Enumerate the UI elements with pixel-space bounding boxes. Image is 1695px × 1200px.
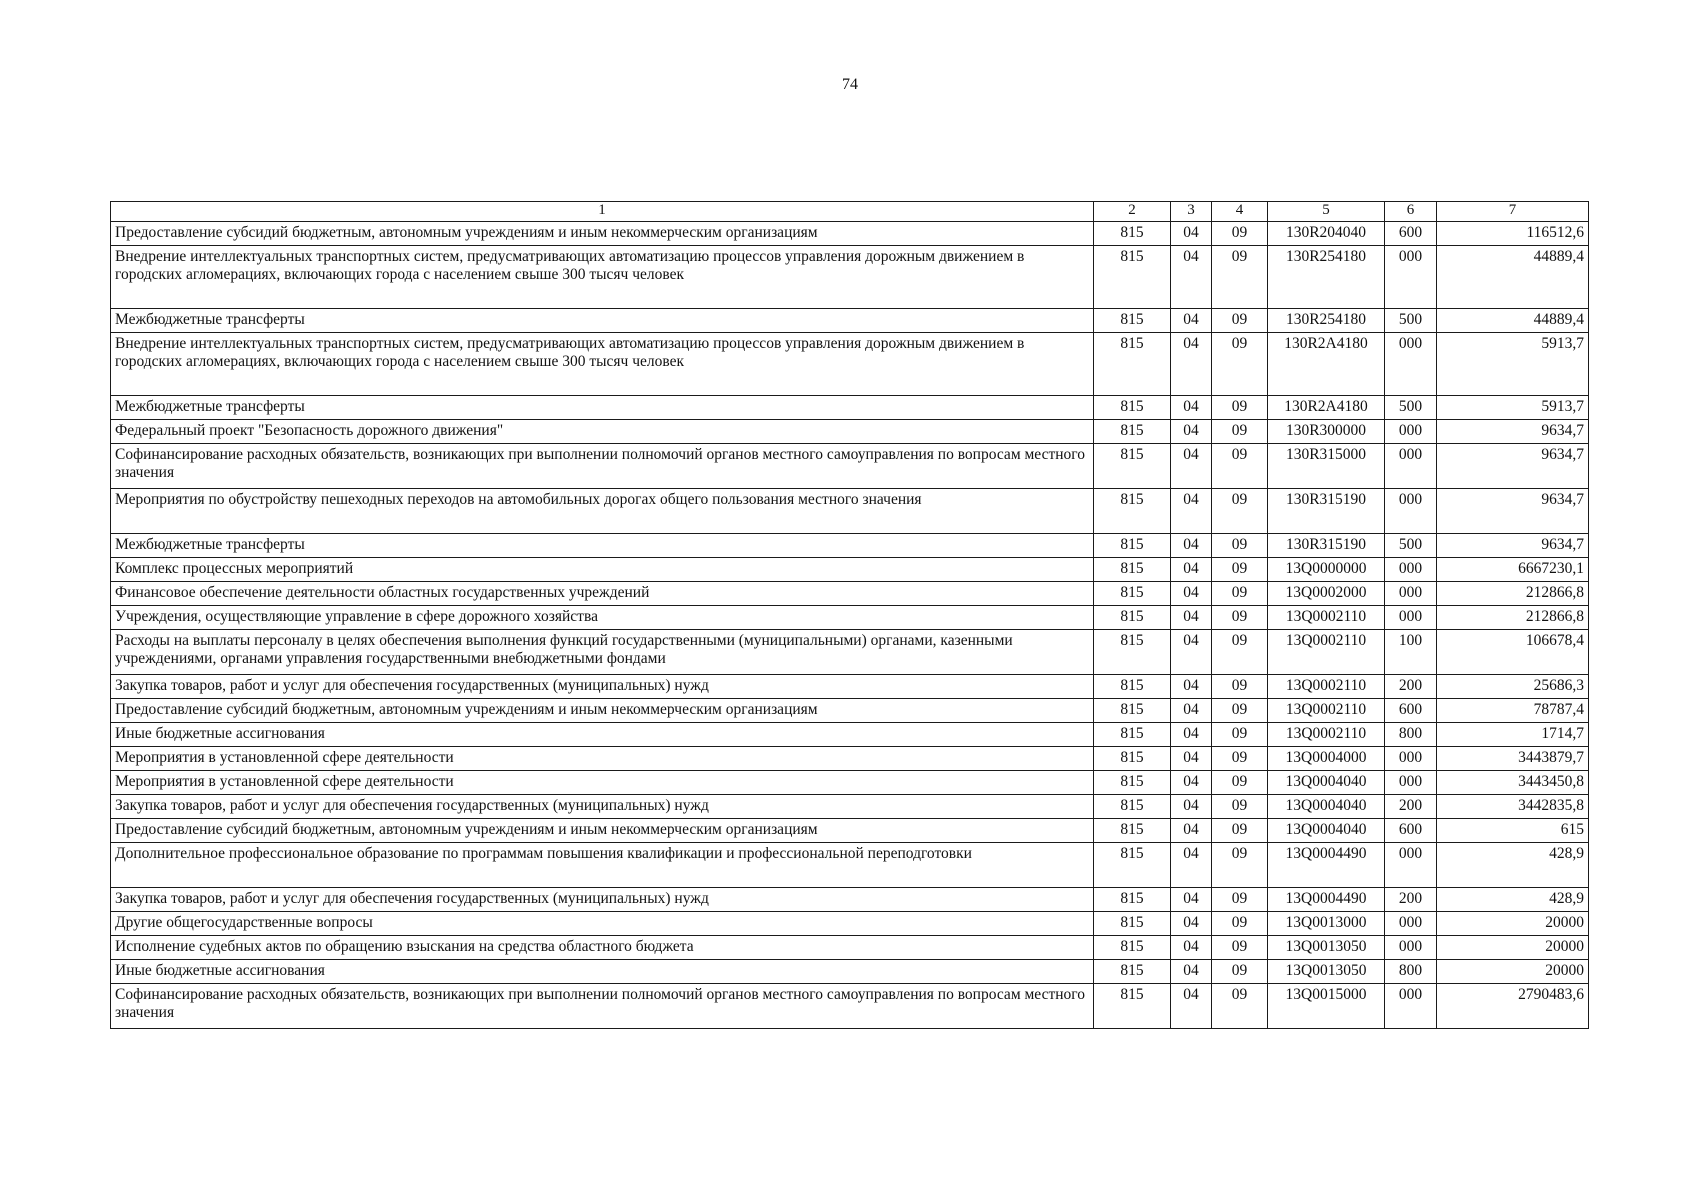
table-row — [111, 795, 1589, 819]
target-article-cell: 13Q0013000 — [1268, 912, 1385, 936]
header-cell-3: 3 — [1171, 202, 1212, 222]
table-row — [111, 222, 1589, 246]
admin-code-cell: 815 — [1094, 747, 1171, 771]
section-code-cell: 04 — [1171, 558, 1212, 582]
subsection-code-cell: 09 — [1212, 795, 1268, 819]
expense-type-cell: 800 — [1385, 723, 1437, 747]
subsection-code-cell: 09 — [1212, 582, 1268, 606]
subsection-code-cell: 09 — [1212, 747, 1268, 771]
table-row — [111, 309, 1589, 333]
amount-cell: 116512,6 — [1437, 222, 1589, 246]
row-description: Внедрение интеллектуальных транспортных систем, предусматривающих автоматизацию процессов управления дорожным движением в городских агломерациях, включающих города с населением свыше 300 тысяч человек — [111, 333, 1094, 396]
row-description: Другие общегосударственные вопросы — [111, 912, 1094, 936]
table-row — [111, 984, 1589, 1029]
amount-cell: 2790483,6 — [1437, 984, 1589, 1029]
row-description: Мероприятия в установленной сфере деятельности — [111, 747, 1094, 771]
row-description: Софинансирование расходных обязательств, возникающих при выполнении полномочий органов местного самоуправления по вопросам местного значения — [111, 444, 1094, 489]
row-description: Предоставление субсидий бюджетным, автономным учреждениям и иным некоммерческим организациям — [111, 699, 1094, 723]
subsection-code-cell: 09 — [1212, 489, 1268, 534]
header-cell-5: 5 — [1268, 202, 1385, 222]
amount-cell: 428,9 — [1437, 843, 1589, 888]
section-code-cell: 04 — [1171, 795, 1212, 819]
row-description: Предоставление субсидий бюджетным, автономным учреждениям и иным некоммерческим организациям — [111, 819, 1094, 843]
budget-table — [110, 201, 1589, 1029]
target-article-cell: 130R2A4180 — [1268, 396, 1385, 420]
subsection-code-cell: 09 — [1212, 606, 1268, 630]
admin-code-cell: 815 — [1094, 960, 1171, 984]
amount-cell: 9634,7 — [1437, 489, 1589, 534]
admin-code-cell: 815 — [1094, 819, 1171, 843]
table-row — [111, 444, 1589, 489]
section-code-cell: 04 — [1171, 534, 1212, 558]
row-description: Софинансирование расходных обязательств, возникающих при выполнении полномочий органов местного самоуправления по вопросам местного значения — [111, 984, 1094, 1029]
table-row — [111, 396, 1589, 420]
table-row — [111, 888, 1589, 912]
header-cell-7: 7 — [1437, 202, 1589, 222]
target-article-cell: 130R2A4180 — [1268, 333, 1385, 396]
header-cell-4: 4 — [1212, 202, 1268, 222]
amount-cell: 212866,8 — [1437, 582, 1589, 606]
subsection-code-cell: 09 — [1212, 984, 1268, 1029]
amount-cell: 20000 — [1437, 960, 1589, 984]
row-description: Исполнение судебных актов по обращению взыскания на средства областного бюджета — [111, 936, 1094, 960]
amount-cell: 9634,7 — [1437, 420, 1589, 444]
expense-type-cell: 500 — [1385, 309, 1437, 333]
target-article-cell: 13Q0004040 — [1268, 819, 1385, 843]
subsection-code-cell: 09 — [1212, 912, 1268, 936]
expense-type-cell: 000 — [1385, 843, 1437, 888]
amount-cell: 5913,7 — [1437, 333, 1589, 396]
expense-type-cell: 000 — [1385, 771, 1437, 795]
expense-type-cell: 000 — [1385, 420, 1437, 444]
section-code-cell: 04 — [1171, 309, 1212, 333]
header-cell-1: 1 — [111, 202, 1094, 222]
expense-type-cell: 600 — [1385, 699, 1437, 723]
table-row — [111, 246, 1589, 309]
admin-code-cell: 815 — [1094, 222, 1171, 246]
subsection-code-cell: 09 — [1212, 630, 1268, 675]
section-code-cell: 04 — [1171, 960, 1212, 984]
row-description: Мероприятия в установленной сфере деятельности — [111, 771, 1094, 795]
expense-type-cell: 000 — [1385, 489, 1437, 534]
section-code-cell: 04 — [1171, 333, 1212, 396]
subsection-code-cell: 09 — [1212, 309, 1268, 333]
subsection-code-cell: 09 — [1212, 333, 1268, 396]
row-description: Закупка товаров, работ и услуг для обеспечения государственных (муниципальных) нужд — [111, 795, 1094, 819]
table-row — [111, 675, 1589, 699]
header-cell-6: 6 — [1385, 202, 1437, 222]
section-code-cell: 04 — [1171, 582, 1212, 606]
target-article-cell: 130R204040 — [1268, 222, 1385, 246]
row-description: Межбюджетные трансферты — [111, 534, 1094, 558]
admin-code-cell: 815 — [1094, 888, 1171, 912]
target-article-cell: 13Q0004040 — [1268, 795, 1385, 819]
admin-code-cell: 815 — [1094, 795, 1171, 819]
expense-type-cell: 000 — [1385, 246, 1437, 309]
expense-type-cell: 800 — [1385, 960, 1437, 984]
expense-type-cell: 600 — [1385, 819, 1437, 843]
target-article-cell: 130R300000 — [1268, 420, 1385, 444]
target-article-cell: 13Q0002110 — [1268, 699, 1385, 723]
section-code-cell: 04 — [1171, 912, 1212, 936]
section-code-cell: 04 — [1171, 489, 1212, 534]
section-code-cell: 04 — [1171, 444, 1212, 489]
row-description: Расходы на выплаты персоналу в целях обеспечения выполнения функций государственными (муниципальными) органами, казенными учреждениями, органами управления государственными внебюджетными фондами — [111, 630, 1094, 675]
row-description: Иные бюджетные ассигнования — [111, 723, 1094, 747]
target-article-cell: 130R315000 — [1268, 444, 1385, 489]
amount-cell: 78787,4 — [1437, 699, 1589, 723]
admin-code-cell: 815 — [1094, 912, 1171, 936]
section-code-cell: 04 — [1171, 420, 1212, 444]
target-article-cell: 130R315190 — [1268, 534, 1385, 558]
table-row — [111, 558, 1589, 582]
admin-code-cell: 815 — [1094, 771, 1171, 795]
section-code-cell: 04 — [1171, 396, 1212, 420]
target-article-cell: 130R254180 — [1268, 309, 1385, 333]
admin-code-cell: 815 — [1094, 843, 1171, 888]
row-description: Учреждения, осуществляющие управление в сфере дорожного хозяйства — [111, 606, 1094, 630]
target-article-cell: 13Q0002110 — [1268, 630, 1385, 675]
section-code-cell: 04 — [1171, 723, 1212, 747]
expense-type-cell: 000 — [1385, 912, 1437, 936]
subsection-code-cell: 09 — [1212, 888, 1268, 912]
expense-type-cell: 200 — [1385, 888, 1437, 912]
section-code-cell: 04 — [1171, 936, 1212, 960]
amount-cell: 20000 — [1437, 936, 1589, 960]
row-description: Иные бюджетные ассигнования — [111, 960, 1094, 984]
expense-type-cell: 000 — [1385, 984, 1437, 1029]
table-row — [111, 534, 1589, 558]
subsection-code-cell: 09 — [1212, 420, 1268, 444]
row-description: Комплекс процессных мероприятий — [111, 558, 1094, 582]
table-row — [111, 960, 1589, 984]
target-article-cell: 13Q0002110 — [1268, 675, 1385, 699]
table-row — [111, 489, 1589, 534]
admin-code-cell: 815 — [1094, 723, 1171, 747]
table-row — [111, 699, 1589, 723]
subsection-code-cell: 09 — [1212, 534, 1268, 558]
admin-code-cell: 815 — [1094, 489, 1171, 534]
table-row — [111, 606, 1589, 630]
admin-code-cell: 815 — [1094, 630, 1171, 675]
table-row — [111, 420, 1589, 444]
amount-cell: 615 — [1437, 819, 1589, 843]
target-article-cell: 13Q0004040 — [1268, 771, 1385, 795]
target-article-cell: 13Q0013050 — [1268, 960, 1385, 984]
target-article-cell: 13Q0013050 — [1268, 936, 1385, 960]
table-row — [111, 912, 1589, 936]
section-code-cell: 04 — [1171, 222, 1212, 246]
admin-code-cell: 815 — [1094, 675, 1171, 699]
header-row — [111, 202, 1589, 222]
expense-type-cell: 500 — [1385, 534, 1437, 558]
admin-code-cell: 815 — [1094, 606, 1171, 630]
amount-cell: 3443879,7 — [1437, 747, 1589, 771]
amount-cell: 5913,7 — [1437, 396, 1589, 420]
amount-cell: 44889,4 — [1437, 309, 1589, 333]
admin-code-cell: 815 — [1094, 333, 1171, 396]
amount-cell: 3443450,8 — [1437, 771, 1589, 795]
row-description: Мероприятия по обустройству пешеходных переходов на автомобильных дорогах общего пользования местного значения — [111, 489, 1094, 534]
admin-code-cell: 815 — [1094, 444, 1171, 489]
section-code-cell: 04 — [1171, 630, 1212, 675]
row-description: Внедрение интеллектуальных транспортных систем, предусматривающих автоматизацию процессов управления дорожным движением в городских агломерациях, включающих города с населением свыше 300 тысяч человек — [111, 246, 1094, 309]
expense-type-cell: 100 — [1385, 630, 1437, 675]
expense-type-cell: 000 — [1385, 558, 1437, 582]
expense-type-cell: 600 — [1385, 222, 1437, 246]
table-row — [111, 819, 1589, 843]
amount-cell: 428,9 — [1437, 888, 1589, 912]
target-article-cell: 130R315190 — [1268, 489, 1385, 534]
table-row — [111, 582, 1589, 606]
header-cell-2: 2 — [1094, 202, 1171, 222]
section-code-cell: 04 — [1171, 747, 1212, 771]
target-article-cell: 13Q0004000 — [1268, 747, 1385, 771]
row-description: Межбюджетные трансферты — [111, 396, 1094, 420]
amount-cell: 1714,7 — [1437, 723, 1589, 747]
expense-type-cell: 000 — [1385, 582, 1437, 606]
target-article-cell: 13Q0002000 — [1268, 582, 1385, 606]
amount-cell: 44889,4 — [1437, 246, 1589, 309]
row-description: Предоставление субсидий бюджетным, автономным учреждениям и иным некоммерческим организациям — [111, 222, 1094, 246]
row-description: Дополнительное профессиональное образование по программам повышения квалификации и профессиональной переподготовки — [111, 843, 1094, 888]
row-description: Финансовое обеспечение деятельности областных государственных учреждений — [111, 582, 1094, 606]
expense-type-cell: 000 — [1385, 444, 1437, 489]
row-description: Межбюджетные трансферты — [111, 309, 1094, 333]
page-number: 74 — [842, 76, 858, 93]
target-article-cell: 13Q0015000 — [1268, 984, 1385, 1029]
amount-cell: 3442835,8 — [1437, 795, 1589, 819]
target-article-cell: 13Q0000000 — [1268, 558, 1385, 582]
target-article-cell: 13Q0004490 — [1268, 888, 1385, 912]
section-code-cell: 04 — [1171, 984, 1212, 1029]
admin-code-cell: 815 — [1094, 396, 1171, 420]
subsection-code-cell: 09 — [1212, 699, 1268, 723]
subsection-code-cell: 09 — [1212, 675, 1268, 699]
amount-cell: 20000 — [1437, 912, 1589, 936]
subsection-code-cell: 09 — [1212, 396, 1268, 420]
expense-type-cell: 200 — [1385, 675, 1437, 699]
table-row — [111, 723, 1589, 747]
expense-type-cell: 000 — [1385, 606, 1437, 630]
expense-type-cell: 000 — [1385, 747, 1437, 771]
admin-code-cell: 815 — [1094, 936, 1171, 960]
amount-cell: 9634,7 — [1437, 534, 1589, 558]
table-body — [111, 222, 1589, 1029]
amount-cell: 106678,4 — [1437, 630, 1589, 675]
section-code-cell: 04 — [1171, 246, 1212, 309]
row-description: Федеральный проект "Безопасность дорожного движения" — [111, 420, 1094, 444]
amount-cell: 9634,7 — [1437, 444, 1589, 489]
subsection-code-cell: 09 — [1212, 723, 1268, 747]
section-code-cell: 04 — [1171, 843, 1212, 888]
expense-type-cell: 200 — [1385, 795, 1437, 819]
section-code-cell: 04 — [1171, 771, 1212, 795]
subsection-code-cell: 09 — [1212, 936, 1268, 960]
subsection-code-cell: 09 — [1212, 558, 1268, 582]
row-description: Закупка товаров, работ и услуг для обеспечения государственных (муниципальных) нужд — [111, 675, 1094, 699]
admin-code-cell: 815 — [1094, 699, 1171, 723]
subsection-code-cell: 09 — [1212, 960, 1268, 984]
admin-code-cell: 815 — [1094, 420, 1171, 444]
table-row — [111, 936, 1589, 960]
admin-code-cell: 815 — [1094, 309, 1171, 333]
target-article-cell: 130R254180 — [1268, 246, 1385, 309]
admin-code-cell: 815 — [1094, 246, 1171, 309]
admin-code-cell: 815 — [1094, 984, 1171, 1029]
admin-code-cell: 815 — [1094, 558, 1171, 582]
amount-cell: 6667230,1 — [1437, 558, 1589, 582]
section-code-cell: 04 — [1171, 699, 1212, 723]
amount-cell: 25686,3 — [1437, 675, 1589, 699]
subsection-code-cell: 09 — [1212, 843, 1268, 888]
amount-cell: 212866,8 — [1437, 606, 1589, 630]
target-article-cell: 13Q0002110 — [1268, 723, 1385, 747]
subsection-code-cell: 09 — [1212, 819, 1268, 843]
section-code-cell: 04 — [1171, 819, 1212, 843]
subsection-code-cell: 09 — [1212, 222, 1268, 246]
subsection-code-cell: 09 — [1212, 771, 1268, 795]
section-code-cell: 04 — [1171, 675, 1212, 699]
section-code-cell: 04 — [1171, 888, 1212, 912]
row-description: Закупка товаров, работ и услуг для обеспечения государственных (муниципальных) нужд — [111, 888, 1094, 912]
target-article-cell: 13Q0002110 — [1268, 606, 1385, 630]
table-row — [111, 630, 1589, 675]
table-row — [111, 333, 1589, 396]
admin-code-cell: 815 — [1094, 534, 1171, 558]
table-row — [111, 771, 1589, 795]
expense-type-cell: 000 — [1385, 936, 1437, 960]
table-row — [111, 747, 1589, 771]
subsection-code-cell: 09 — [1212, 444, 1268, 489]
table-row — [111, 843, 1589, 888]
expense-type-cell: 500 — [1385, 396, 1437, 420]
subsection-code-cell: 09 — [1212, 246, 1268, 309]
target-article-cell: 13Q0004490 — [1268, 843, 1385, 888]
section-code-cell: 04 — [1171, 606, 1212, 630]
expense-type-cell: 000 — [1385, 333, 1437, 396]
admin-code-cell: 815 — [1094, 582, 1171, 606]
